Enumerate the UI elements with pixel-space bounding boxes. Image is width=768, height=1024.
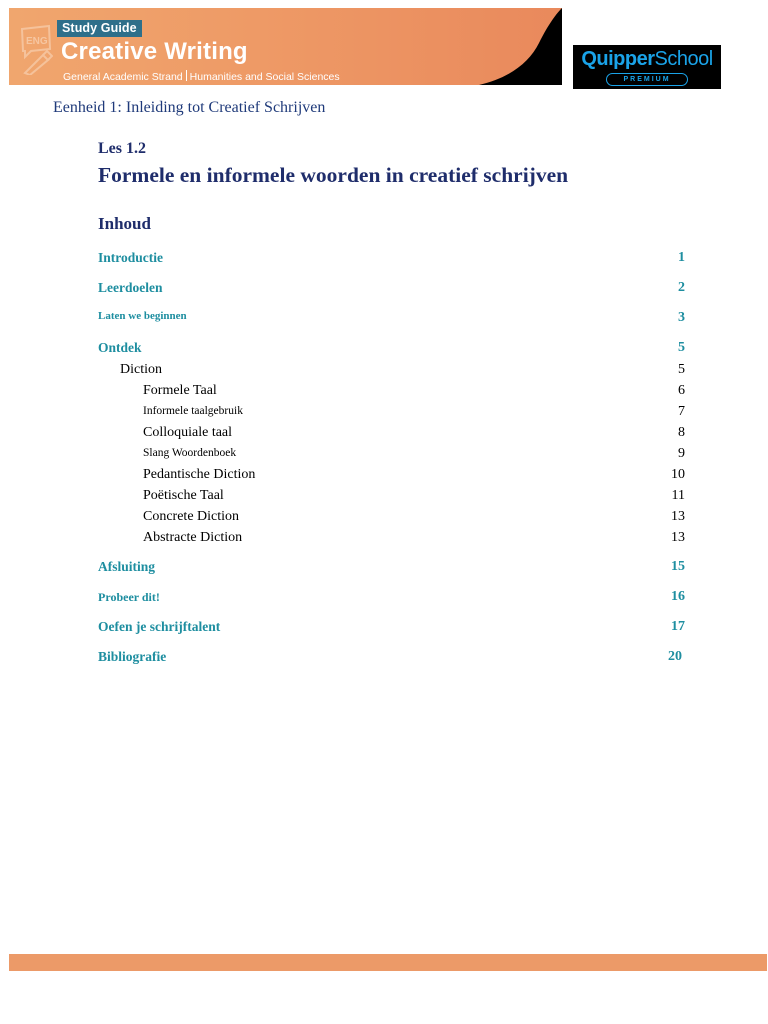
toc-entry-label: Concrete Diction xyxy=(143,509,240,524)
toc-entry-page: 9 xyxy=(678,446,685,461)
toc-entry-label: Ontdek xyxy=(98,340,142,355)
toc-entry[interactable] xyxy=(0,424,768,444)
toc-entry-label: Abstracte Diction xyxy=(143,530,243,545)
toc-entry[interactable] xyxy=(0,382,768,402)
toc-entry-page: 13 xyxy=(671,509,685,524)
toc-entry-label: Colloquiale taal xyxy=(143,425,233,440)
subtitle-divider xyxy=(186,70,187,81)
logo-word-rest: School xyxy=(654,48,713,70)
toc-entry-label: Poëtische Taal xyxy=(143,488,224,503)
toc-entry-label: Laten we beginnen xyxy=(98,310,187,322)
toc-entry[interactable] xyxy=(0,402,768,422)
eng-label: ENG xyxy=(26,36,48,47)
toc-entry-label: Informele taalgebruik xyxy=(143,405,243,417)
toc-entry[interactable] xyxy=(0,618,768,638)
toc-entry-page: 6 xyxy=(678,383,685,398)
toc-entry-page: 13 xyxy=(671,530,685,545)
toc-entry-label: Pedantische Diction xyxy=(143,467,256,482)
toc-entry[interactable] xyxy=(0,339,768,359)
toc-entry-page: 15 xyxy=(671,559,685,574)
toc-entry[interactable] xyxy=(0,279,768,299)
toc-heading: Inhoud xyxy=(98,214,151,233)
toc-entry[interactable] xyxy=(0,529,768,549)
toc-entry-page: 11 xyxy=(671,488,685,503)
toc-entry-label: Slang Woordenboek xyxy=(143,447,237,459)
toc-entry[interactable] xyxy=(0,588,768,608)
toc-entry-label: Probeer dit! xyxy=(98,590,160,604)
logo-word-bold: Quipper xyxy=(581,48,655,70)
toc-entry-page: 5 xyxy=(678,362,685,377)
course-title: Creative Writing xyxy=(61,38,248,65)
toc-entry-page: 16 xyxy=(671,589,685,604)
toc-entry-page: 8 xyxy=(678,425,685,440)
toc-entry-label: Leerdoelen xyxy=(98,280,163,295)
logo-premium-badge: PREMIUM xyxy=(606,73,688,86)
track-label: Humanities and Social Sciences xyxy=(189,71,340,83)
toc-entry[interactable] xyxy=(0,444,768,464)
toc-entry[interactable] xyxy=(0,508,768,528)
toc-entry-label: Formele Taal xyxy=(143,383,217,398)
pencil-icon xyxy=(19,23,53,75)
footer-bar xyxy=(9,954,767,971)
toc-entry-page: 20 xyxy=(668,649,682,664)
toc-entry[interactable] xyxy=(0,558,768,578)
toc-entry-label: Bibliografie xyxy=(98,649,167,664)
lesson-title: Formele en informele woorden in creatief schrijven xyxy=(98,163,569,187)
toc-entry[interactable] xyxy=(0,249,768,269)
strand-label: General Academic Strand xyxy=(63,71,183,83)
toc-entry-label: Diction xyxy=(120,362,162,377)
course-subtitle xyxy=(63,70,340,83)
toc-entry-page: 1 xyxy=(678,250,685,265)
toc-entry-label: Introductie xyxy=(98,250,164,265)
study-guide-tag: Study Guide xyxy=(57,20,142,37)
quipper-school-logo xyxy=(573,45,721,89)
toc-entry[interactable] xyxy=(0,466,768,486)
toc-entry[interactable] xyxy=(0,361,768,381)
toc-entry-label: Oefen je schrijftalent xyxy=(98,619,221,634)
toc-entry[interactable] xyxy=(0,648,768,668)
toc-entry-label: Afsluiting xyxy=(98,559,156,574)
header-banner xyxy=(9,8,562,85)
toc-entry-page: 3 xyxy=(678,310,685,325)
logo-wordmark xyxy=(573,47,721,71)
toc-entry[interactable] xyxy=(0,487,768,507)
toc-entry-page: 2 xyxy=(678,280,685,295)
toc-entry-page: 5 xyxy=(678,340,685,355)
lesson-number: Les 1.2 xyxy=(98,140,146,157)
toc-entry-page: 10 xyxy=(671,467,685,482)
toc-entry-page: 17 xyxy=(671,619,685,634)
unit-title: Eenheid 1: Inleiding tot Creatief Schrijven xyxy=(53,99,326,116)
toc-entry-page: 7 xyxy=(678,404,685,419)
toc-entry[interactable] xyxy=(0,307,768,327)
